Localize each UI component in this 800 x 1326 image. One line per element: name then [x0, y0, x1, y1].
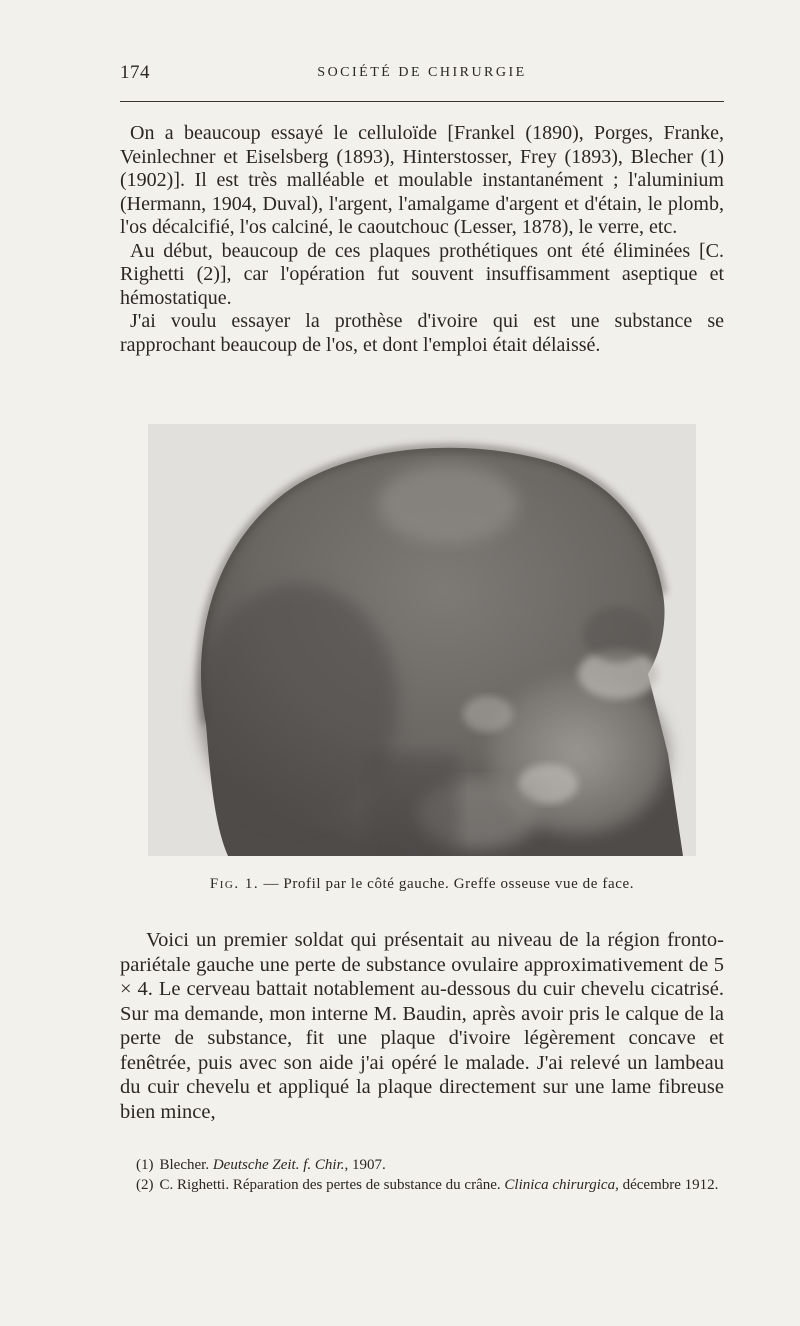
footnote-1 [120, 1155, 724, 1175]
page-header [120, 62, 724, 90]
footnote-2 [120, 1175, 724, 1195]
text-block-top [120, 122, 724, 357]
paragraph: Au début, beaucoup de ces plaques prothétiques ont été éliminées [C. Righetti (2)], car l'opération fut souvent insuffisamment aseptique et hémostatique. [120, 239, 724, 309]
footnote-details: , 1907. [344, 1157, 386, 1173]
footnote-details: , décembre 1912. [615, 1177, 719, 1193]
paragraph: Voici un premier soldat qui présentait au niveau de la région fronto-pariétale gauche une perte de substance ovulaire approximativement de 5 × 4. Le cerveau battait notablement au-dessous du cuir chevelu cicatrisé. Sur ma demande, mon interne M. Baudin, après avoir pris le calque de la perte de substance, fit une plaque d'ivoire légèrement concave et fenêtrée, puis avec son aide j'ai opéré le malade. J'ai relevé un lambeau du cuir chevelu et appliqué la plaque directement sur une lame fibreuse bien mince, [120, 929, 724, 1123]
figure-label: Fig. 1. [209, 876, 260, 892]
figure-caption [120, 876, 724, 893]
header-rule [120, 101, 724, 102]
skull-xray-image [148, 424, 696, 856]
footnote-marker: (2) [136, 1177, 154, 1193]
footnote-journal: Deutsche Zeit. f. Chir. [212, 1157, 345, 1173]
footnotes [120, 1155, 724, 1195]
figure-caption-text: — Profil par le côté gauche. Greffe osseuse vue de face. [263, 876, 635, 892]
running-head: SOCIÉTÉ DE CHIRURGIE [317, 65, 527, 80]
page-number: 174 [120, 62, 150, 83]
paragraph: J'ai voulu essayer la prothèse d'ivoire qui est une substance se rapprochant beaucoup de l'os, et dont l'emploi était délaissé. [120, 310, 724, 356]
footnote-article-title: Réparation des pertes de substance du crâne. [229, 1177, 505, 1193]
footnote-marker: (1) [136, 1157, 154, 1173]
xray-figure [148, 424, 696, 856]
footnote-journal: Clinica chirurgica [504, 1177, 616, 1193]
text-block-bottom [120, 928, 724, 1124]
paragraph: On a beaucoup essayé le celluloïde [Frankel (1890), Porges, Franke, Veinlechner et Eiselsberg (1893), Hinterstosser, Frey (1893), Blecher (1) (1902)]. Il est très malléable et moulable instantanément ; l'aluminium (Hermann, 1904, Duval), l'argent, l'amalgame d'argent et d'étain, le plomb, l'os décalcifié, l'os calciné, le caoutchouc (Lesser, 1878), le verre, etc. [120, 122, 724, 238]
footnote-author: C. Righetti. [159, 1177, 230, 1193]
footnote-author: Blecher. [159, 1157, 210, 1173]
